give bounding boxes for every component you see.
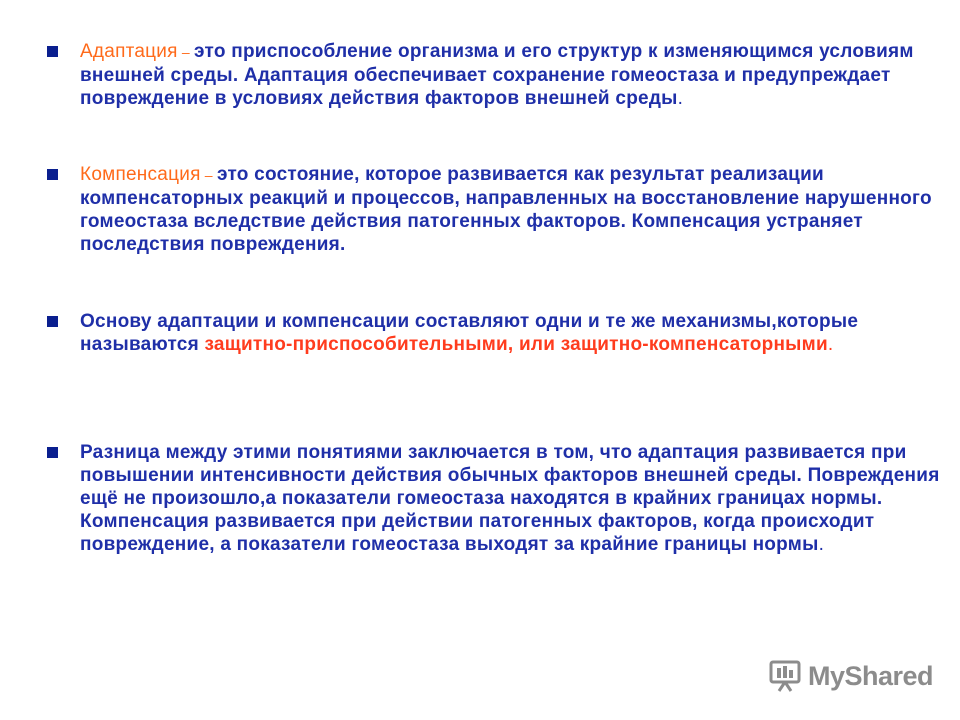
bullet-marker [47,169,58,180]
watermark-text: MyShared [808,660,934,691]
period: . [677,88,684,109]
term-dash: – [200,167,217,183]
bullet-text [80,441,948,556]
period: . [818,534,825,555]
definition-text: это приспособление организма и его структур к изменяющимся условиям внешней среды. Адаптация обеспечивает сохранение гомеостаза и предупреждает повреждение в условиях действия факторов внешней среды [80,41,914,109]
bullet-text [80,163,948,256]
term-dash: – [177,44,195,60]
bullet-marker [47,447,58,458]
term-compensation: Компенсация [80,164,201,185]
bullet-marker [47,316,58,327]
bullet-text [80,310,948,356]
mechanisms-highlight: защитно-приспособительными, или защитно-компенсаторными [204,334,828,355]
period: . [827,334,834,355]
bullet-marker [47,46,58,57]
definition-text: это состояние, которое развивается как результат реализации компенсаторных реакций и процессов, направленных на восстановление нарушенного гомеостаза вследствие действия патогенных факторов. Компенсация устраняет последствия повреждения. [80,164,932,255]
difference-text: Разница между этими понятиями заключается в том, что адаптация развивается при повышении интенсивности действия обычных факторов внешней среды. Повреждения ещё не произошло,а показатели гомеостаза находятся в крайних границах нормы. Компенсация развивается при действии патогенных факторов, когда происходит повреждение, а показатели гомеостаза выходят за крайние границы нормы [80,442,940,555]
presentation-board-icon [768,659,802,693]
mechanisms-text: Основу адаптации и компенсации составляют одни и те же механизмы,которые называются [80,311,859,355]
bullet-text [80,40,948,110]
watermark-logo [768,658,933,694]
term-adaptation: Адаптация [80,41,178,62]
